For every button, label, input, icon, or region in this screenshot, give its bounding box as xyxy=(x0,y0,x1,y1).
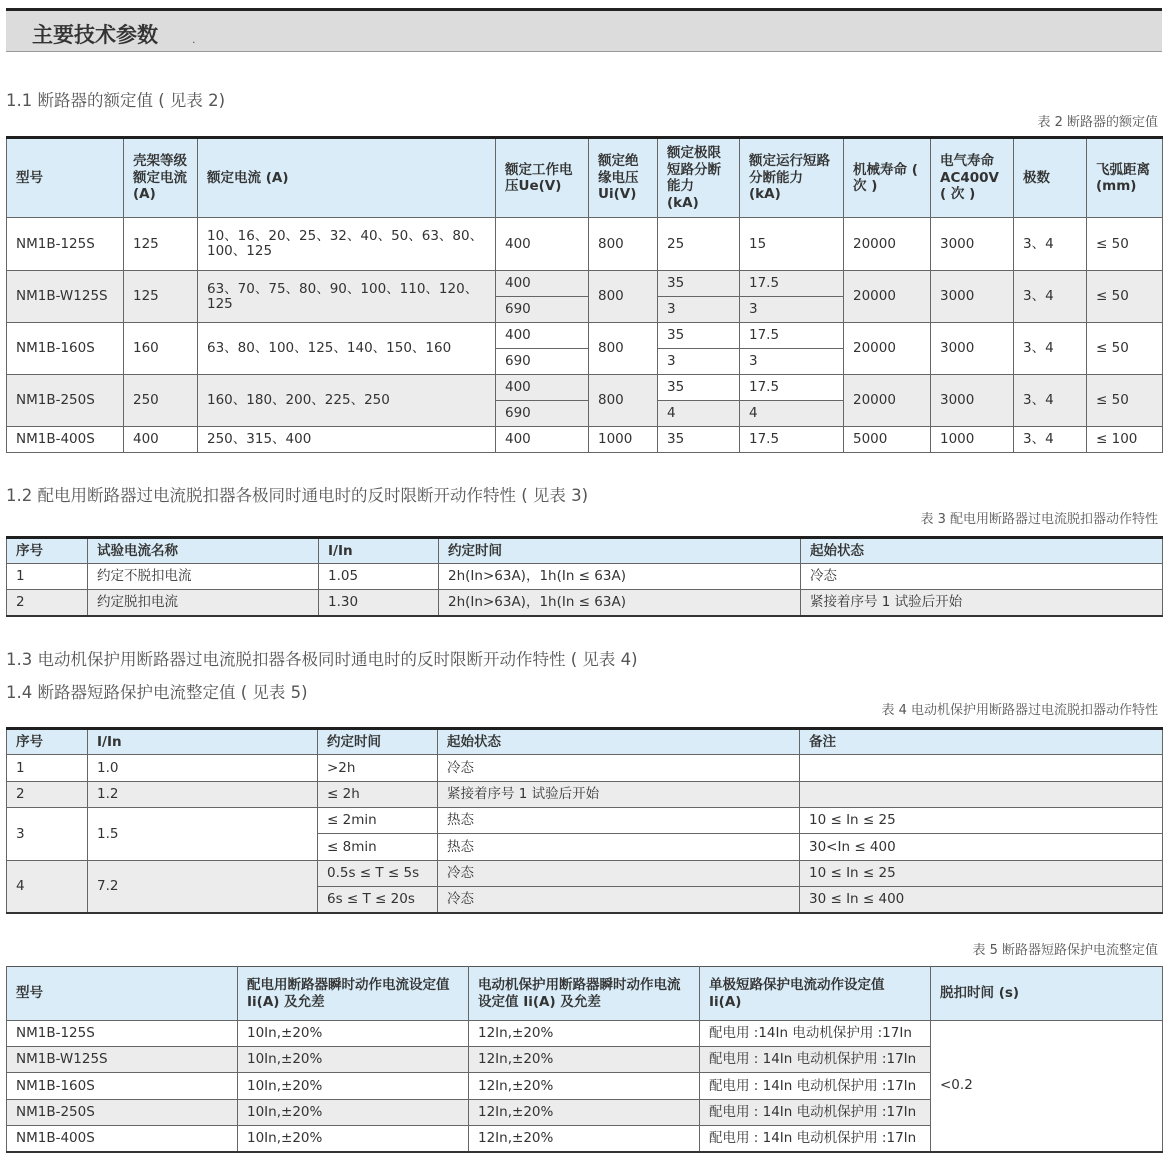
header-cell: 约定时间 xyxy=(439,538,801,564)
cell: 7.2 xyxy=(88,861,318,913)
cell: 配电用 :14In 电动机保护用 :17In xyxy=(700,1021,931,1047)
cell: 3、4 xyxy=(1014,427,1087,453)
cell: 400 xyxy=(124,427,198,453)
cell: NM1B-250S xyxy=(7,375,124,427)
cell: 冷态 xyxy=(438,887,800,913)
table3-caption: 表 3 配电用断路器过电流脱扣器动作特性 xyxy=(920,512,1158,527)
cell: 125 xyxy=(124,271,198,323)
page-title: 主要技术参数 xyxy=(32,23,158,47)
header-cell: 脱扣时间 (s) xyxy=(931,967,1163,1021)
cell: 12In,±20% xyxy=(469,1100,700,1126)
cell: 配电用 : 14In 电动机保护用 :17In xyxy=(700,1100,931,1126)
table-motor-characteristics xyxy=(6,727,1163,914)
cell: 160 xyxy=(124,323,198,375)
table5-header-row xyxy=(7,967,1163,1021)
cell: 17.5 xyxy=(740,427,844,453)
table-distribution-characteristics xyxy=(6,536,1163,617)
cell: 3000 xyxy=(931,375,1014,427)
cell: NM1B-125S xyxy=(7,1021,238,1047)
cell: 17.5 xyxy=(740,271,844,297)
table-rated-values xyxy=(6,136,1163,453)
header-cell: 额定电流 (A) xyxy=(198,138,496,218)
cell: 6s ≤ T ≤ 20s xyxy=(318,887,438,913)
table-row xyxy=(7,755,1163,782)
header-cell: 型号 xyxy=(7,967,238,1021)
cell: 10In,±20% xyxy=(238,1073,469,1100)
cell: 0.5s ≤ T ≤ 5s xyxy=(318,861,438,887)
cell: NM1B-400S xyxy=(7,427,124,453)
cell: 35 xyxy=(658,427,740,453)
section-heading-1-2: 1.2 配电用断路器过电流脱扣器各极同时通电时的反时限断开动作特性 ( 见表 3) xyxy=(6,486,589,505)
cell: 400 xyxy=(496,218,589,271)
cell: ≤ 2min xyxy=(318,808,438,834)
header-cell: 序号 xyxy=(7,538,88,564)
table-row xyxy=(7,564,1163,590)
cell: 3 xyxy=(7,808,88,861)
cell: 3、4 xyxy=(1014,271,1087,323)
table-row xyxy=(7,427,1163,453)
cell: 1000 xyxy=(589,427,658,453)
cell: 15 xyxy=(740,218,844,271)
cell: 10In,±20% xyxy=(238,1100,469,1126)
header-cell: 极数 xyxy=(1014,138,1087,218)
table-row xyxy=(7,808,1163,834)
cell: 25 xyxy=(658,218,740,271)
cell: 冷态 xyxy=(438,861,800,887)
cell: 冷态 xyxy=(801,564,1163,590)
cell: ≤ 50 xyxy=(1087,218,1163,271)
table-short-circuit-settings xyxy=(6,966,1163,1153)
header-cell: I/In xyxy=(319,538,439,564)
cell: 1.2 xyxy=(88,782,318,808)
header-cell: 电气寿命AC400V ( 次 ) xyxy=(931,138,1014,218)
header-cell: I/In xyxy=(88,729,318,755)
cell: 3000 xyxy=(931,271,1014,323)
cell: 400 xyxy=(496,271,589,297)
cell: 1000 xyxy=(931,427,1014,453)
table5-caption: 表 5 断路器短路保护电流整定值 xyxy=(972,943,1158,958)
header-cell: 电动机保护用断路器瞬时动作电流设定值 Ii(A) 及允差 xyxy=(469,967,700,1021)
cell: 热态 xyxy=(438,834,800,861)
cell: NM1B-400S xyxy=(7,1126,238,1152)
cell: 690 xyxy=(496,297,589,323)
cell: 10 ≤ In ≤ 25 xyxy=(800,808,1163,834)
cell: ≤ 100 xyxy=(1087,427,1163,453)
section-heading-1-1: 1.1 断路器的额定值 ( 见表 2) xyxy=(6,91,226,110)
cell: 2h(In>63A)，1h(In ≤ 63A) xyxy=(439,590,801,616)
cell: 配电用 : 14In 电动机保护用 :17In xyxy=(700,1047,931,1073)
cell: 400 xyxy=(496,375,589,401)
table4-header-row xyxy=(7,729,1163,755)
cell: 690 xyxy=(496,401,589,427)
cell: 紧接着序号 1 试验后开始 xyxy=(801,590,1163,616)
table-row xyxy=(7,590,1163,616)
cell: 10In,±20% xyxy=(238,1047,469,1073)
cell: 63、80、100、125、140、150、160 xyxy=(198,323,496,375)
cell: 30<In ≤ 400 xyxy=(800,834,1163,861)
trip-time-cell: <0.2 xyxy=(931,1021,1163,1152)
cell: 160、180、200、225、250 xyxy=(198,375,496,427)
cell: 10In,±20% xyxy=(238,1126,469,1152)
table2-header-row xyxy=(7,138,1163,218)
cell: 63、70、75、80、90、100、110、120、125 xyxy=(198,271,496,323)
cell: 2 xyxy=(7,782,88,808)
cell: 800 xyxy=(589,375,658,427)
cell: ≤ 50 xyxy=(1087,323,1163,375)
cell: 1.5 xyxy=(88,808,318,861)
cell: 10In,±20% xyxy=(238,1021,469,1047)
cell xyxy=(800,782,1163,808)
cell: NM1B-250S xyxy=(7,1100,238,1126)
cell: 20000 xyxy=(844,218,931,271)
header-cell: 飞弧距离 (mm) xyxy=(1087,138,1163,218)
cell: 4 xyxy=(740,401,844,427)
header-cell: 配电用断路器瞬时动作电流设定值 Ii(A) 及允差 xyxy=(238,967,469,1021)
cell: 约定脱扣电流 xyxy=(88,590,319,616)
cell: 配电用 : 14In 电动机保护用 :17In xyxy=(700,1073,931,1100)
cell: 3 xyxy=(740,297,844,323)
cell: 125 xyxy=(124,218,198,271)
table-row xyxy=(7,1021,1163,1047)
header-cell: 机械寿命 ( 次 ) xyxy=(844,138,931,218)
cell: ≤ 8min xyxy=(318,834,438,861)
cell: 1.05 xyxy=(319,564,439,590)
header-cell: 起始状态 xyxy=(801,538,1163,564)
header-cell: 备注 xyxy=(800,729,1163,755)
table2-caption: 表 2 断路器的额定值 xyxy=(1037,115,1158,130)
cell: >2h xyxy=(318,755,438,782)
cell: ≤ 50 xyxy=(1087,375,1163,427)
cell: 800 xyxy=(589,218,658,271)
cell: 800 xyxy=(589,323,658,375)
cell: ≤ 2h xyxy=(318,782,438,808)
header-cell: 额定绝缘电压Ui(V) xyxy=(589,138,658,218)
cell: 400 xyxy=(496,427,589,453)
cell: NM1B-160S xyxy=(7,1073,238,1100)
header-cell: 试验电流名称 xyxy=(88,538,319,564)
title-mark: . xyxy=(192,33,196,46)
cell: 3 xyxy=(658,297,740,323)
header-cell: 额定工作电压Ue(V) xyxy=(496,138,589,218)
cell: 2 xyxy=(7,590,88,616)
cell: 热态 xyxy=(438,808,800,834)
cell: 4 xyxy=(658,401,740,427)
cell: 1 xyxy=(7,755,88,782)
cell: 2h(In>63A)，1h(In ≤ 63A) xyxy=(439,564,801,590)
header-cell: 起始状态 xyxy=(438,729,800,755)
cell: 配电用 : 14In 电动机保护用 :17In xyxy=(700,1126,931,1152)
table-row xyxy=(7,782,1163,808)
cell: NM1B-125S xyxy=(7,218,124,271)
cell: 35 xyxy=(658,323,740,349)
cell: 250、315、400 xyxy=(198,427,496,453)
cell: 12In,±20% xyxy=(469,1047,700,1073)
cell: 17.5 xyxy=(740,323,844,349)
header-cell: 壳架等级额定电流 (A) xyxy=(124,138,198,218)
cell: NM1B-W125S xyxy=(7,271,124,323)
cell: 35 xyxy=(658,271,740,297)
table4-caption: 表 4 电动机保护用断路器过电流脱扣器动作特性 xyxy=(881,703,1158,718)
cell xyxy=(800,755,1163,782)
cell: 20000 xyxy=(844,271,931,323)
cell: 3、4 xyxy=(1014,218,1087,271)
cell: 3000 xyxy=(931,323,1014,375)
header-cell: 约定时间 xyxy=(318,729,438,755)
cell: 1.30 xyxy=(319,590,439,616)
table-row xyxy=(7,861,1163,887)
cell: 1.0 xyxy=(88,755,318,782)
table3-header-row xyxy=(7,538,1163,564)
cell: 10、16、20、25、32、40、50、63、80、100、125 xyxy=(198,218,496,271)
cell: 冷态 xyxy=(438,755,800,782)
cell: 约定不脱扣电流 xyxy=(88,564,319,590)
header-cell: 额定极限短路分断能力 (kA) xyxy=(658,138,740,218)
cell: 3000 xyxy=(931,218,1014,271)
cell: NM1B-160S xyxy=(7,323,124,375)
header-cell: 序号 xyxy=(7,729,88,755)
cell: 紧接着序号 1 试验后开始 xyxy=(438,782,800,808)
table-row xyxy=(7,375,1163,401)
section-heading-1-4: 1.4 断路器短路保护电流整定值 ( 见表 5) xyxy=(6,683,308,702)
table-row xyxy=(7,218,1163,271)
cell: 3、4 xyxy=(1014,323,1087,375)
cell: 400 xyxy=(496,323,589,349)
header-cell: 额定运行短路分断能力 (kA) xyxy=(740,138,844,218)
cell: 12In,±20% xyxy=(469,1073,700,1100)
cell: 3 xyxy=(658,349,740,375)
cell: NM1B-W125S xyxy=(7,1047,238,1073)
cell: 12In,±20% xyxy=(469,1021,700,1047)
cell: 20000 xyxy=(844,323,931,375)
table-row xyxy=(7,271,1163,297)
cell: 3 xyxy=(740,349,844,375)
cell: 4 xyxy=(7,861,88,913)
title-banner xyxy=(6,8,1162,52)
cell: 35 xyxy=(658,375,740,401)
cell: 800 xyxy=(589,271,658,323)
cell: 5000 xyxy=(844,427,931,453)
header-cell: 单极短路保护电流动作设定值 Ii(A) xyxy=(700,967,931,1021)
cell: 12In,±20% xyxy=(469,1126,700,1152)
cell: 690 xyxy=(496,349,589,375)
cell: 10 ≤ In ≤ 25 xyxy=(800,861,1163,887)
section-heading-1-3: 1.3 电动机保护用断路器过电流脱扣器各极同时通电时的反时限断开动作特性 ( 见表 4) xyxy=(6,650,638,669)
cell: 3、4 xyxy=(1014,375,1087,427)
cell: 1 xyxy=(7,564,88,590)
cell: 30 ≤ In ≤ 400 xyxy=(800,887,1163,913)
cell: ≤ 50 xyxy=(1087,271,1163,323)
header-cell: 型号 xyxy=(7,138,124,218)
cell: 250 xyxy=(124,375,198,427)
table-row xyxy=(7,323,1163,349)
cell: 17.5 xyxy=(740,375,844,401)
cell: 20000 xyxy=(844,375,931,427)
